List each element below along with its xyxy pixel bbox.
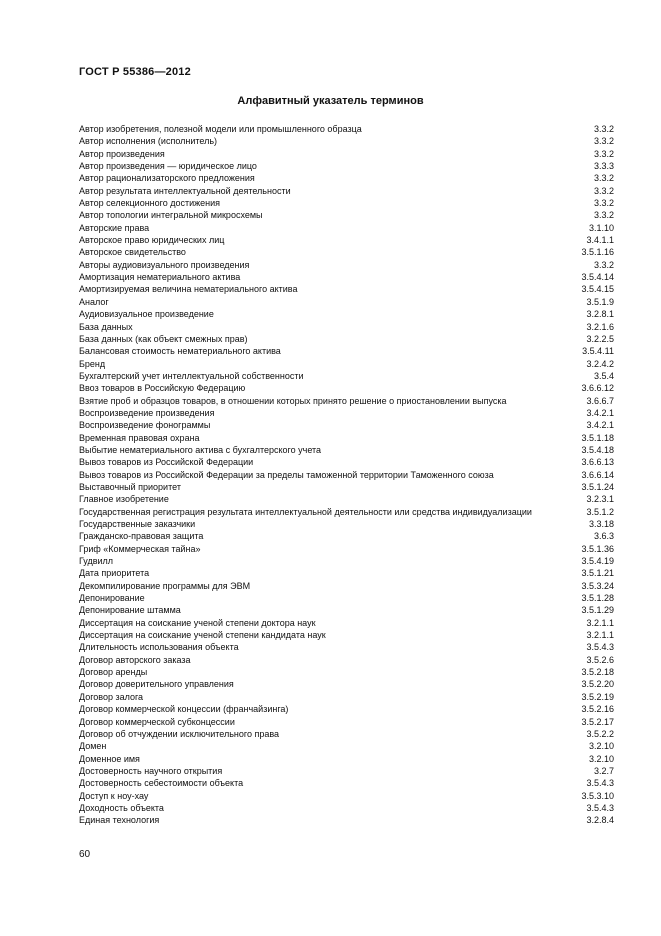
index-reference: 3.1.10 <box>588 222 614 233</box>
index-entry <box>79 666 614 678</box>
index-term: Ввоз товаров в Российскую Федерацию <box>79 383 246 394</box>
index-entry <box>79 135 614 147</box>
index-entry <box>79 395 614 407</box>
index-term: Балансовая стоимость нематериального актива <box>79 346 281 357</box>
index-entry <box>79 592 614 604</box>
index-reference: 3.2.3.1 <box>586 494 614 505</box>
index-reference: 3.5.2.16 <box>581 704 614 715</box>
index-reference: 3.5.2.17 <box>581 716 614 727</box>
index-term: Выбытие нематериального актива с бухгалтерского учета <box>79 444 322 455</box>
index-entry <box>79 321 614 333</box>
index-reference: 3.3.2 <box>593 148 614 159</box>
index-reference: 3.6.6.12 <box>581 383 614 394</box>
index-entry <box>79 358 614 370</box>
index-term: Депонирование <box>79 593 145 604</box>
index-reference: 3.2.1.1 <box>586 630 614 641</box>
index-entry <box>79 543 614 555</box>
index-term: Автор селекционного достижения <box>79 198 221 209</box>
index-reference: 3.6.6.13 <box>581 457 614 468</box>
index-entry <box>79 382 614 394</box>
index-reference: 3.6.6.14 <box>581 469 614 480</box>
index-entry <box>79 567 614 579</box>
index-term: Гудвилл <box>79 556 114 567</box>
index-entry <box>79 555 614 567</box>
index-term: Домен <box>79 741 107 752</box>
index-entry <box>79 493 614 505</box>
index-reference: 3.2.8.4 <box>586 815 614 826</box>
index-reference: 3.2.10 <box>588 753 614 764</box>
index-reference: 3.3.2 <box>593 124 614 134</box>
index-entry <box>79 333 614 345</box>
index-reference: 3.5.4.3 <box>586 642 614 653</box>
index-term: Договор коммерческой концессии (франчайзинга) <box>79 704 289 715</box>
index-reference: 3.5.4.18 <box>581 444 614 455</box>
index-entry <box>79 802 614 814</box>
index-reference: 3.2.4.2 <box>586 358 614 369</box>
index-entry <box>79 814 614 826</box>
index-term: Автор результата интеллектуальной деятельности <box>79 185 291 196</box>
index-term: Главное изобретение <box>79 494 169 505</box>
index-entry <box>79 654 614 666</box>
index-entry <box>79 604 614 616</box>
index-reference: 3.5.4.14 <box>581 272 614 283</box>
index-reference: 3.5.1.29 <box>581 605 614 616</box>
index-term: Авторские права <box>79 222 150 233</box>
term-index <box>79 123 614 827</box>
index-entry <box>79 308 614 320</box>
index-term: Достоверность себестоимости объекта <box>79 778 244 789</box>
index-reference: 3.5.1.21 <box>581 568 614 579</box>
index-entry <box>79 641 614 653</box>
index-entry <box>79 456 614 468</box>
index-reference: 3.5.3.10 <box>581 790 614 801</box>
index-entry <box>79 580 614 592</box>
index-term: Договор коммерческой субконцессии <box>79 716 235 727</box>
index-entry <box>79 123 614 135</box>
index-term: Государственная регистрация результата интеллектуальной деятельности или средства индивидуализации <box>79 506 532 517</box>
index-term: Автор рационализаторского предложения <box>79 173 255 184</box>
index-reference: 3.2.2.5 <box>586 333 614 344</box>
index-term: Депонирование штамма <box>79 605 181 616</box>
index-term: Гриф «Коммерческая тайна» <box>79 543 201 554</box>
index-term: Диссертация на соискание ученой степени доктора наук <box>79 617 316 628</box>
index-entry <box>79 259 614 271</box>
index-entry <box>79 296 614 308</box>
index-reference: 3.2.1.1 <box>586 617 614 628</box>
index-reference: 3.5.1.18 <box>581 432 614 443</box>
index-term: Доходность объекта <box>79 802 164 813</box>
index-term: Автор произведения — юридическое лицо <box>79 161 257 172</box>
index-term: Авторское свидетельство <box>79 247 186 258</box>
index-reference: 3.5.4.19 <box>581 556 614 567</box>
index-entry <box>79 283 614 295</box>
index-term: Единая технология <box>79 815 160 826</box>
index-reference: 3.5.4.3 <box>586 778 614 789</box>
index-reference: 3.5.4.15 <box>581 284 614 295</box>
index-term: Вывоз товаров из Российской Федерации <box>79 457 254 468</box>
index-reference: 3.3.2 <box>593 198 614 209</box>
index-title: Алфавитный указатель терминов <box>237 95 424 107</box>
index-term: Бренд <box>79 358 106 369</box>
index-entry <box>79 629 614 641</box>
index-term: Договор авторского заказа <box>79 654 191 665</box>
index-reference: 3.5.4.3 <box>586 802 614 813</box>
index-reference: 3.5.1.9 <box>586 296 614 307</box>
index-entry <box>79 444 614 456</box>
index-entry <box>79 469 614 481</box>
index-term: Дата приоритета <box>79 568 150 579</box>
index-term: База данных (как объект смежных прав) <box>79 333 248 344</box>
index-term: Автор изобретения, полезной модели или промышленного образца <box>79 124 362 134</box>
index-reference: 3.4.2.1 <box>586 407 614 418</box>
index-reference: 3.3.2 <box>593 210 614 221</box>
index-reference: 3.5.2.18 <box>581 667 614 678</box>
index-reference: 3.2.10 <box>588 741 614 752</box>
index-term: Бухгалтерский учет интеллектуальной собственности <box>79 370 304 381</box>
index-reference: 3.5.4 <box>593 370 614 381</box>
index-entry <box>79 185 614 197</box>
index-reference: 3.5.3.24 <box>581 580 614 591</box>
index-entry <box>79 432 614 444</box>
index-entry <box>79 197 614 209</box>
index-term: Длительность использования объекта <box>79 642 239 653</box>
index-entry <box>79 222 614 234</box>
index-reference: 3.4.1.1 <box>586 235 614 246</box>
index-term: Амортизация нематериального актива <box>79 272 241 283</box>
index-term: Автор топологии интегральной микросхемы <box>79 210 263 221</box>
index-reference: 3.5.4.11 <box>582 346 614 357</box>
index-reference: 3.3.2 <box>593 185 614 196</box>
index-entry <box>79 481 614 493</box>
index-entry <box>79 678 614 690</box>
index-entry <box>79 691 614 703</box>
index-entry <box>79 790 614 802</box>
index-entry <box>79 209 614 221</box>
index-entry <box>79 530 614 542</box>
index-entry <box>79 518 614 530</box>
index-term: Аудиовизуальное произведение <box>79 309 214 320</box>
index-reference: 3.5.2.19 <box>581 691 614 702</box>
index-reference: 3.5.1.16 <box>581 247 614 258</box>
index-term: Выставочный приоритет <box>79 481 181 492</box>
index-term: Договор залога <box>79 691 144 702</box>
index-entry <box>79 506 614 518</box>
index-term: Автор исполнения (исполнитель) <box>79 136 218 147</box>
index-term: Автор произведения <box>79 148 165 159</box>
index-term: Государственные заказчики <box>79 519 196 529</box>
index-entry <box>79 407 614 419</box>
index-entry <box>79 753 614 765</box>
index-reference: 3.5.2.6 <box>586 654 614 665</box>
index-term: Доменное имя <box>79 753 140 764</box>
index-term: Авторское право юридических лиц <box>79 235 225 246</box>
index-term: База данных <box>79 321 133 332</box>
index-reference: 3.5.1.28 <box>581 593 614 604</box>
index-entry <box>79 160 614 172</box>
index-term: Амортизируемая величина нематериального актива <box>79 284 298 295</box>
index-entry <box>79 703 614 715</box>
index-term: Доступ к ноу-хау <box>79 790 149 801</box>
index-reference: 3.5.1.24 <box>581 481 614 492</box>
index-reference: 3.6.3 <box>593 531 614 542</box>
index-entry <box>79 777 614 789</box>
index-entry <box>79 271 614 283</box>
index-term: Гражданско-правовая защита <box>79 531 204 542</box>
index-reference: 3.3.2 <box>593 173 614 184</box>
index-term: Вывоз товаров из Российской Федерации за пределы таможенной территории Таможенного союза <box>79 469 494 480</box>
index-term: Аналог <box>79 296 109 307</box>
index-term: Воспроизведение произведения <box>79 407 215 418</box>
index-term: Договор аренды <box>79 667 148 678</box>
index-term: Авторы аудиовизуального произведения <box>79 259 250 270</box>
index-reference: 3.2.8.1 <box>586 309 614 320</box>
index-entry <box>79 728 614 740</box>
index-reference: 3.6.6.7 <box>586 395 614 406</box>
index-entry <box>79 345 614 357</box>
index-term: Договор доверительного управления <box>79 679 234 690</box>
document-header: ГОСТ Р 55386—2012 <box>79 66 191 78</box>
index-reference: 3.4.2.1 <box>586 420 614 431</box>
index-entry <box>79 716 614 728</box>
page-number: 60 <box>79 849 91 860</box>
index-term: Договор об отчуждении исключительного права <box>79 728 280 739</box>
index-reference: 3.3.2 <box>593 259 614 270</box>
index-entry <box>79 148 614 160</box>
index-reference: 3.5.2.2 <box>586 728 614 739</box>
index-reference: 3.3.18 <box>588 519 614 529</box>
index-reference: 3.3.2 <box>593 136 614 147</box>
index-reference: 3.2.7 <box>593 765 614 776</box>
index-entry <box>79 765 614 777</box>
index-reference: 3.5.1.36 <box>581 543 614 554</box>
index-reference: 3.2.1.6 <box>586 321 614 332</box>
index-entry <box>79 617 614 629</box>
index-term: Воспроизведение фонограммы <box>79 420 211 431</box>
index-entry <box>79 172 614 184</box>
index-entry <box>79 370 614 382</box>
index-term: Достоверность научного открытия <box>79 765 223 776</box>
index-term: Диссертация на соискание ученой степени кандидата наук <box>79 630 326 641</box>
index-term: Декомпилирование программы для ЭВМ <box>79 580 251 591</box>
index-term: Временная правовая охрана <box>79 432 200 443</box>
index-entry <box>79 740 614 752</box>
index-entry <box>79 419 614 431</box>
index-term: Взятие проб и образцов товаров, в отношении которых принято решение о приостановлении выпуска <box>79 395 507 406</box>
index-entry <box>79 234 614 246</box>
index-reference: 3.5.2.20 <box>581 679 614 690</box>
index-reference: 3.3.3 <box>593 161 614 172</box>
index-reference: 3.5.1.2 <box>586 506 614 517</box>
index-entry <box>79 246 614 258</box>
